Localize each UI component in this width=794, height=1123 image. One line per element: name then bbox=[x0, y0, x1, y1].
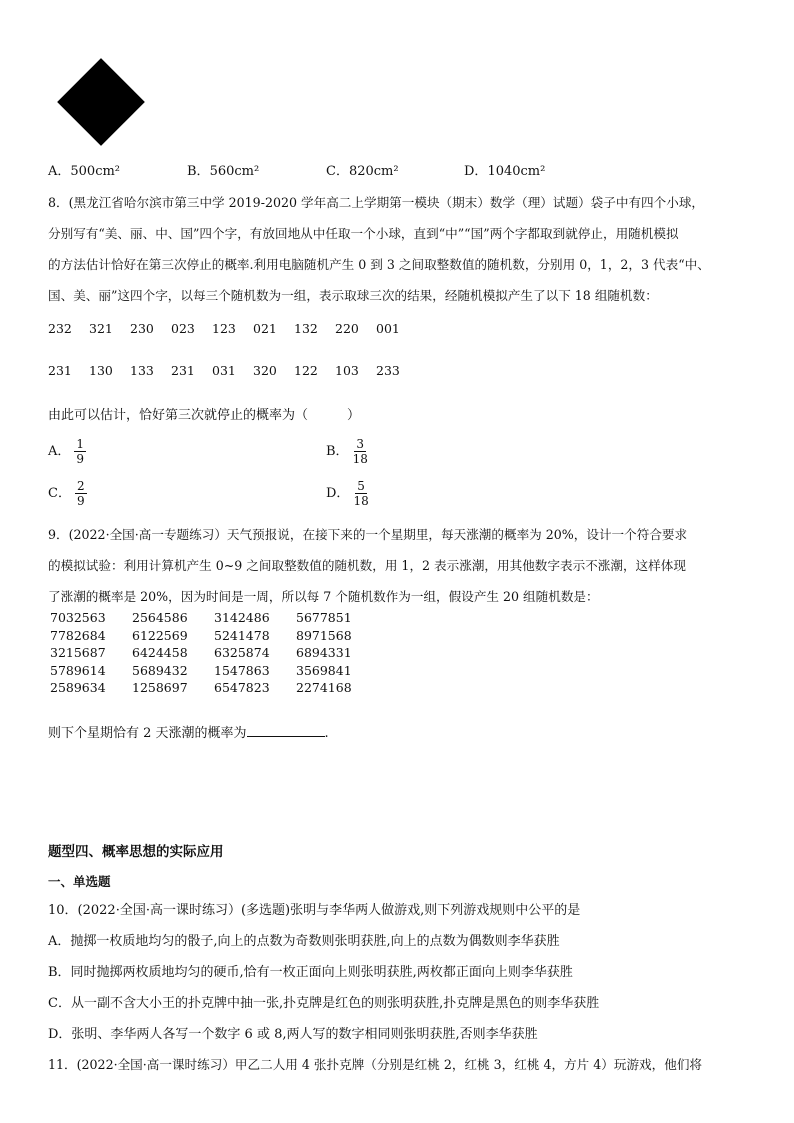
q7-option-b: B．560cm² bbox=[187, 164, 260, 179]
q9-grid-row: 5789614 5689432 1547863 3569841 bbox=[50, 662, 352, 678]
q8-stem: 8．(黑龙江省哈尔滨市第三中学 2019-2020 学年高二上学期第一模块（期末）数学（理）试题）袋子中有四个小球， 分别写有“美、丽、中、国”四个字，有放回地从中任取一个小球，直到“中”“国”两个字都取到就停止，用随机模拟 的方法估计恰好在第三次停止的概率.利用电脑随机产生 0 到 3 之间取整数值的随机数，分别用 0，1，2，3 代表“中、 国、美、丽”这四个字，以每三个随机数为一组，表示取球三次的结果，经随机模拟产生了以下 18 组随机数： bbox=[48, 195, 710, 303]
q8-option-d: D． $\frac{5}{18}$ bbox=[326, 479, 369, 508]
q9-grid-row: 3215687 6424458 6325874 6894331 bbox=[50, 645, 352, 661]
q7-option-d: D．1040cm² bbox=[464, 164, 546, 179]
q8-option-c: C． $\frac{2}{9}$ bbox=[48, 479, 85, 508]
q11-stem: 11．(2022·全国·高一课时练习）甲乙二人用 4 张扑克牌（分别是红桃 2，红桃 3，红桃 4，方片 4）玩游戏，他们将 bbox=[48, 1057, 703, 1072]
q10-option-a: A．抛掷一枚质地均匀的骰子,向上的点数为奇数则张明获胜,向上的点数为偶数则李华获胜 bbox=[48, 934, 560, 949]
q8-random-row-2: 231 130 133 231 031 320 122 103 233 bbox=[48, 363, 400, 378]
q7-option-c: C．820cm² bbox=[326, 164, 399, 179]
q10-option-d: D．张明、李华两人各写一个数字 6 或 8,两人写的数字相同则张明获胜,否则李华获胜 bbox=[48, 1027, 538, 1042]
square-figure bbox=[57, 58, 145, 146]
section-subtitle: 一、单选题 bbox=[48, 874, 111, 889]
q7-option-a: A．500cm² bbox=[48, 164, 121, 179]
q9-random-grid bbox=[50, 609, 378, 697]
q9-grid-row: 2589634 1258697 6547823 2274168 bbox=[50, 680, 352, 696]
q9-stem: 9．(2022·全国·高一专题练习）天气预报说，在接下来的一个星期里，每天涨潮的概率为 20%，设计一个符合要求 的模拟试验：利用计算机产生 0~9 之间取整数值的随机数，用 1，2 表示涨潮，用其他数字表示不涨潮，这样体现 了涨潮的概率是 20%，因为时间是一周，所以每 7 个随机数作为一组，假设产生 20 组随机数是： bbox=[48, 527, 688, 604]
q9-grid-row: 7032563 2564586 3142486 5677851 bbox=[50, 610, 352, 625]
answer-blank[interactable] bbox=[247, 724, 325, 737]
q10-stem: 10．(2022·全国·高一课时练习）(多选题)张明与李华两人做游戏,则下列游戏规则中公平的是 bbox=[48, 903, 581, 918]
q8-option-b: B． $\frac{3}{18}$ bbox=[326, 437, 368, 466]
q10-option-b: B．同时抛掷两枚质地均匀的硬币,恰有一枚正面向上则张明获胜,两枚都正面向上则李华获胜 bbox=[48, 965, 573, 980]
section-title: 题型四、概率思想的实际应用 bbox=[48, 844, 224, 860]
q8-question: 由此可以估计，恰好第三次就停止的概率为（ ） bbox=[48, 408, 361, 423]
q8-option-a: A． $\frac{1}{9}$ bbox=[48, 437, 85, 466]
q9-grid-row: 7782684 6122569 5241478 8971568 bbox=[50, 627, 352, 643]
q8-random-row-1: 232 321 230 023 123 021 132 220 001 bbox=[48, 321, 400, 336]
q9-question: 则下个星期恰有 2 天涨潮的概率为 . bbox=[48, 726, 329, 741]
q10-option-c: C．从一副不含大小王的扑克牌中抽一张,扑克牌是红色的则张明获胜,扑克牌是黑色的则李华获胜 bbox=[48, 996, 600, 1011]
